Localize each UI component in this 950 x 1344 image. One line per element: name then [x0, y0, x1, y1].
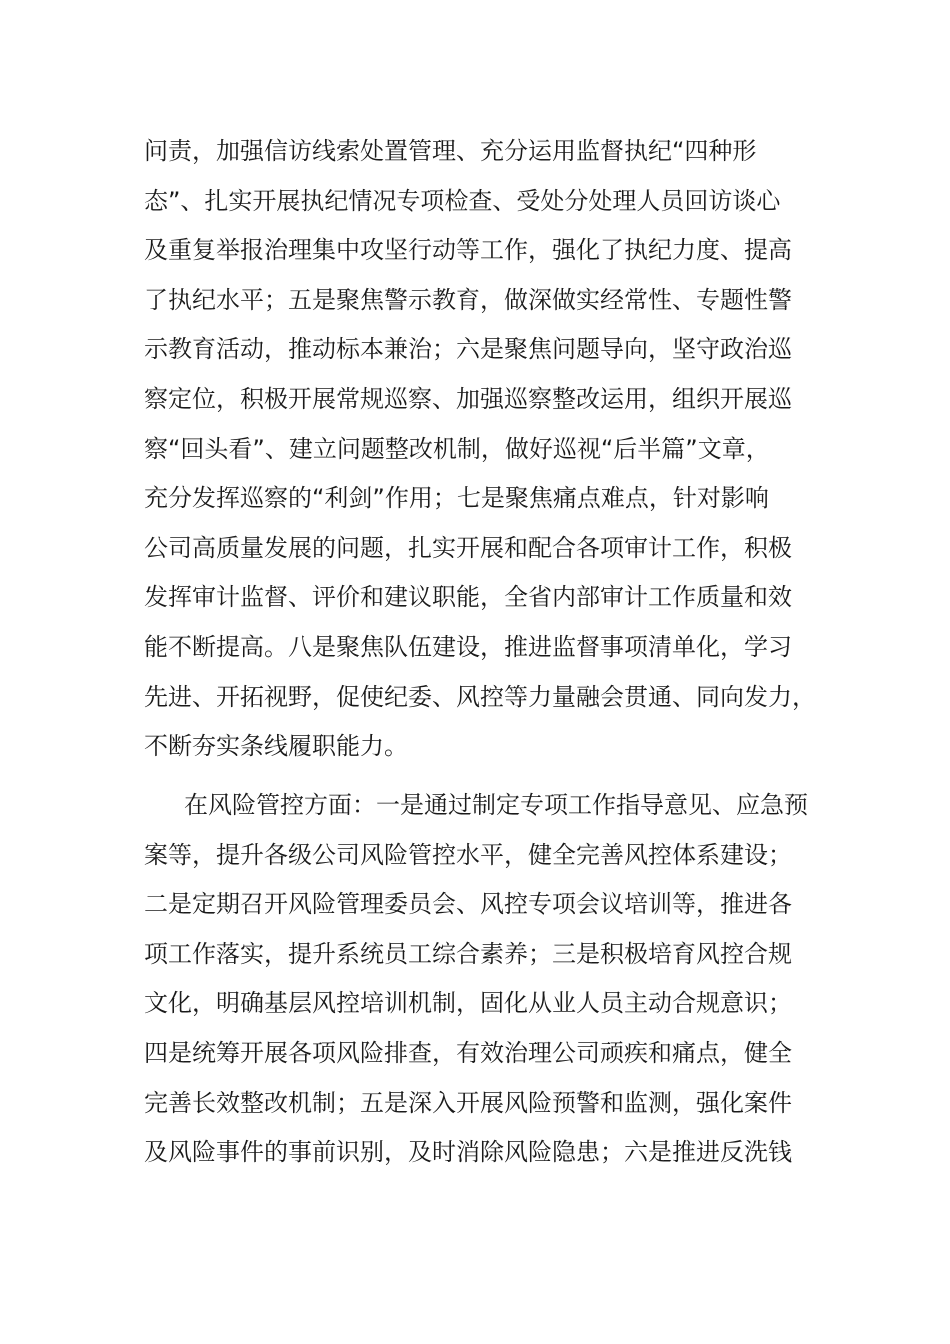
paragraph-line: 察“回头看”、建立问题整改机制，做好巡视“后半篇”文章， [144, 434, 770, 463]
paragraph-line: 示教育活动，推动标本兼治；六是聚焦问题导向，坚守政治巡 [144, 335, 792, 364]
paragraph-line: 及风险事件的事前识别，及时消除风险隐患；六是推进反洗钱 [144, 1138, 792, 1167]
paragraph-line: 公司高质量发展的问题，扎实开展和配合各项审计工作，积极 [144, 533, 792, 562]
paragraph-discipline-supervision [144, 127, 814, 772]
paragraph-line: 态”、扎实开展执纪情况专项检查、受处分处理人员回访谈心 [144, 186, 781, 215]
paragraph-line: 能不断提高。八是聚焦队伍建设，推进监督事项清单化，学习 [144, 632, 792, 661]
paragraph-line: 察定位，积极开展常规巡察、加强巡察整改运用，组织开展巡 [144, 384, 792, 413]
paragraph-line: 文化，明确基层风控培训机制，固化从业人员主动合规意识； [144, 989, 792, 1018]
paragraph-line: 发挥审计监督、评价和建议职能，全省内部审计工作质量和效 [144, 583, 792, 612]
paragraph-line: 二是定期召开风险管理委员会、风控专项会议培训等，推进各 [144, 890, 792, 919]
paragraph-line: 项工作落实，提升系统员工综合素养；三是积极培育风控合规 [144, 939, 792, 968]
paragraph-line: 问责，加强信访线索处置管理、充分运用监督执纪“四种形 [144, 137, 757, 165]
paragraph-line: 不断夯实条线履职能力。 [144, 732, 408, 761]
paragraph-line: 了执纪水平；五是聚焦警示教育，做深做实经常性、专题性警 [144, 285, 792, 314]
paragraph-line: 先进、开拓视野，促使纪委、风控等力量融会贯通、同向发力， [144, 682, 816, 711]
paragraph-line: 四是统筹开展各项风险排查，有效治理公司顽疾和痛点，健全 [144, 1038, 792, 1067]
paragraph-risk-control [144, 781, 814, 1178]
paragraph-line: 完善长效整改机制；五是深入开展风险预警和监测，强化案件 [144, 1088, 792, 1117]
paragraph-line: 案等，提升各级公司风险管控水平，健全完善风控体系建设； [144, 840, 792, 869]
paragraph-line: 在风险管控方面：一是通过制定专项工作指导意见、应急预 [184, 791, 808, 819]
paragraph-line: 及重复举报治理集中攻坚行动等工作，强化了执纪力度、提高 [144, 236, 792, 265]
paragraph-line: 充分发挥巡察的“利剑”作用；七是聚焦痛点难点，针对影响 [144, 484, 769, 513]
